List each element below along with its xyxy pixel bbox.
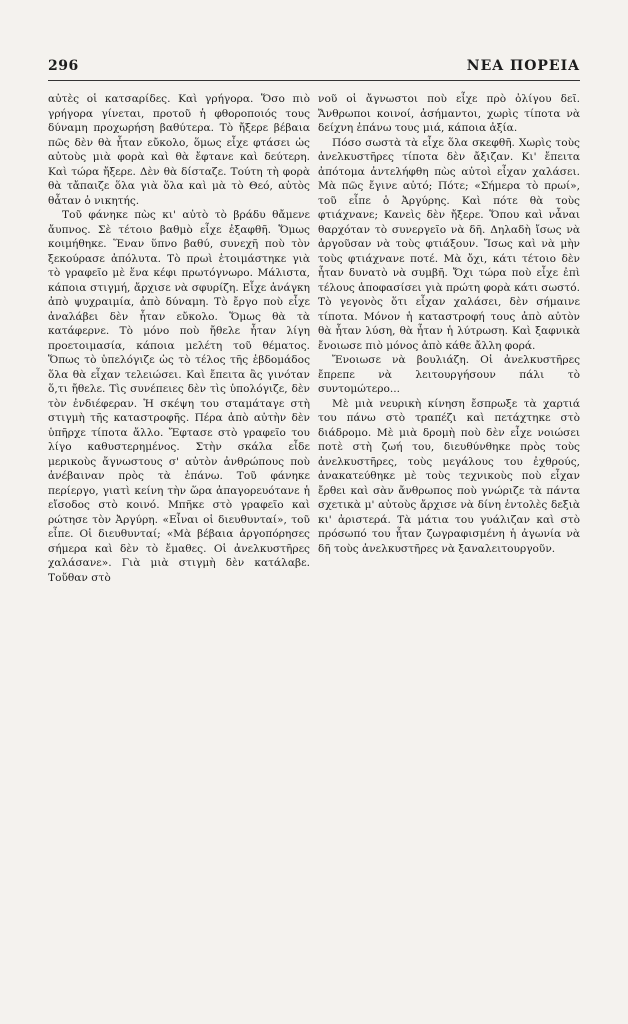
paragraph: αὐτὲς οἱ κατσαρίδες. Καὶ γρήγορα. Ὅσο πιὸ γρήγορα γίνεται, προτοῦ ἡ φθοροποιός τους δύναμη προχωρήση βαθύτερα. Τὸ ἤξερε βέβαια πῶς δὲν θὰ ἦταν εὔκολο, ὅμως εἶχε φτάσει ὡς αὐτοὺς μιὰ φορὰ καὶ θὰ ἔφτανε καὶ δεύτερη. Καὶ τώρα ἤξερε. Δὲν θὰ δίσταζε. Τούτη τὴ φορὰ θὰ τἄπαιζε ὅλα γιὰ ὅλα καὶ μὰ τὸ Θεό, αὐτὸς θἆταν ὁ νικητής. bbox=[48, 93, 310, 207]
left-column bbox=[48, 92, 310, 585]
running-title: ΝΕΑ ΠΟΡΕΙΑ bbox=[466, 58, 580, 74]
paragraph: Τοῦ φάνηκε πὼς κι' αὐτὸ τὸ βράδυ θἄμενε ἄυπνος. Σὲ τέτοιο βαθμὸ εἶχε ἐξαφθῆ. Ὅμως κοιμήθηκε. Ἕναν ὕπνο βαθύ, συνεχῆ ποὺ τὸν ξεκούρασε ἀπόλυτα. Τὸ πρωὶ ἑτοιμάστηκε γιὰ τὸ γραφεῖο μὲ ἕνα κέφι πρωτόγνωρο. Μάλιστα, κάποια στιγμή, ἄρχισε νὰ σφυρίζη. Εἶχε ἀνάγκη ἀπὸ ψυχραιμία, ἀπὸ δύναμη. Τὸ ἔργο ποὺ εἶχε ἀναλάβει δὲν ἦταν εὔκολο. Ὅμως θὰ τὰ κατάφερνε. Τὸ μόνο ποὺ ἤθελε ἦταν λίγη προετοιμασία, κάποια μελέτη τοῦ θέματος. Ὅπως τὸ ὑπελόγιζε ὡς τὸ τέλος τῆς ἑβδομάδος ὅλα θὰ εἶχαν τελειώσει. Καὶ ἔπειτα ἂς γινόταν ὅ,τι ἤθελε. Τὶς συνέπειες δὲν τὶς ὑπολόγιζε, δὲν τὸν ἐνδιέφεραν. Ἡ σκέψη του σταμάταγε στὴ στιγμὴ τῆς καταστροφῆς. Πέρα ἀπὸ αὐτὴν δὲν ὑπῆρχε τίποτα ἄλλο. Ἔφτασε στὸ γραφεῖο του λίγο καθυστερημένος. Στὴν σκάλα εἶδε μερικοὺς ἄγνωστους σ' αὐτὸν ἀνθρώπους ποὺ ἀνέβαιναν πρὸς τὰ ἐπάνω. Τοῦ φάνηκε περίεργο, γιατὶ κείνη τὴν ὥρα ἀπαγορευότανε ἡ εἴσοδος στὸ κοινό. Μπῆκε στὸ γραφεῖο καὶ ρώτησε τὸν Ἀργύρη. «Εἶναι οἱ διευθυνταί», τοῦ εἶπε. Οἱ διευθυνταί; «Μὰ βέβαια ἀργοπόρησες σήμερα καὶ δὲν τὸ ἔμαθες. Οἱ ἀνελκυστῆρες χαλάσανε». Γιὰ μιὰ στιγμὴ δὲν κατάλαβε. Τοὔθαν στὸ bbox=[48, 209, 310, 584]
page-number: 296 bbox=[48, 58, 79, 74]
header-rule bbox=[48, 80, 580, 81]
paragraph: Πόσο σωστὰ τὰ εἶχε ὅλα σκεφθῆ. Χωρὶς τοὺς ἀνελκυστῆρες τίποτα δὲν ἄξιζαν. Κι' ἔπειτα ἀπότομα ἀντελήφθη πὼς αὐτοὶ εἶχαν χαλάσει. Μὰ πῶς ἔγινε αὐτό; Πότε; «Σήμερα τὸ πρωί», τοῦ εἶπε ὁ Ἀργύρης. Καὶ πότε θὰ τοὺς φτιάχνανε; Κανεὶς δὲν ἤξερε. Ὅπου καὶ νἆναι θαρχόταν τὸ συνεργεῖο νὰ δῆ. Δηλαδὴ ἴσως νὰ ἀργοῦσαν νὰ τοὺς φτιάξουν. Ἴσως καὶ νὰ μὴν τοὺς φτιάχνανε ποτέ. Μὰ ὄχι, κάτι τέτοιο δὲν ἦταν δυνατὸ νὰ συμβῆ. Ὄχι τώρα ποὺ εἶχε ἐπὶ τέλους ἀποφασίσει γιὰ πρώτη φορὰ κάτι σωστό. Τὸ γεγονὸς ὅτι εἶχαν χαλάσει, δὲν σήμαινε τίποτα. Μόνον ἡ καταστροφή τους ἀπὸ αὐτὸν θὰ ἦταν λύση, θὰ ἦταν ἡ λύτρωση. Καὶ ξαφνικὰ ἔνοιωσε πιὸ μόνος ἀπὸ κάθε ἄλλη φορά. bbox=[318, 136, 580, 352]
paragraph: Μὲ μιὰ νευρικὴ κίνηση ἔσπρωξε τὰ χαρτιά του πάνω στὸ τραπέζι καὶ πετάχτηκε στὸ διάδρομο. Μὲ μιὰ δρομὴ ποὺ δὲν εἶχε νοιώσει ποτὲ στὴ ζωή του, διευθύνθηκε πρὸς τοὺς ἀνελκυστῆρες, τοὺς μεγάλους του ἐχθρούς, ἀνακατεύθηκε μὲ τοὺς τεχνικοὺς ποὺ εἶχαν ἔρθει καὶ σὰν ἄνθρωπος ποὺ γνώριζε τὰ πάντα σχετικὰ μ' αὐτοὺς ἄρχισε νὰ δίνη ἐντολὲς δεξιὰ κι' ἀριστερά. Τὰ μάτια του γυάλιζαν καὶ στὸ πρόσωπό του ἦταν ζωγραφισμένη ἡ ἀγωνία νὰ δῆ τοὺς ἀνελκυστῆρες νὰ ξαναλειτουργοῦν. bbox=[318, 397, 580, 555]
page-header bbox=[48, 58, 580, 74]
paragraph: Ἔνοιωσε νὰ βουλιάζη. Οἱ ἀνελκυστῆρες ἔπρεπε νὰ λειτουργήσουν πάλι τὸ συντομώτερο... bbox=[318, 354, 580, 395]
right-column bbox=[318, 92, 580, 556]
paragraph: νοῦ οἱ ἄγνωστοι ποὺ εἶχε πρὸ ὀλίγου δεῖ. Ἄνθρωποι κοινοί, ἀσήμαντοι, χωρὶς τίποτα νὰ δείχνη ἐπάνω τους μιά, κάποια ἀξία. bbox=[318, 93, 580, 134]
